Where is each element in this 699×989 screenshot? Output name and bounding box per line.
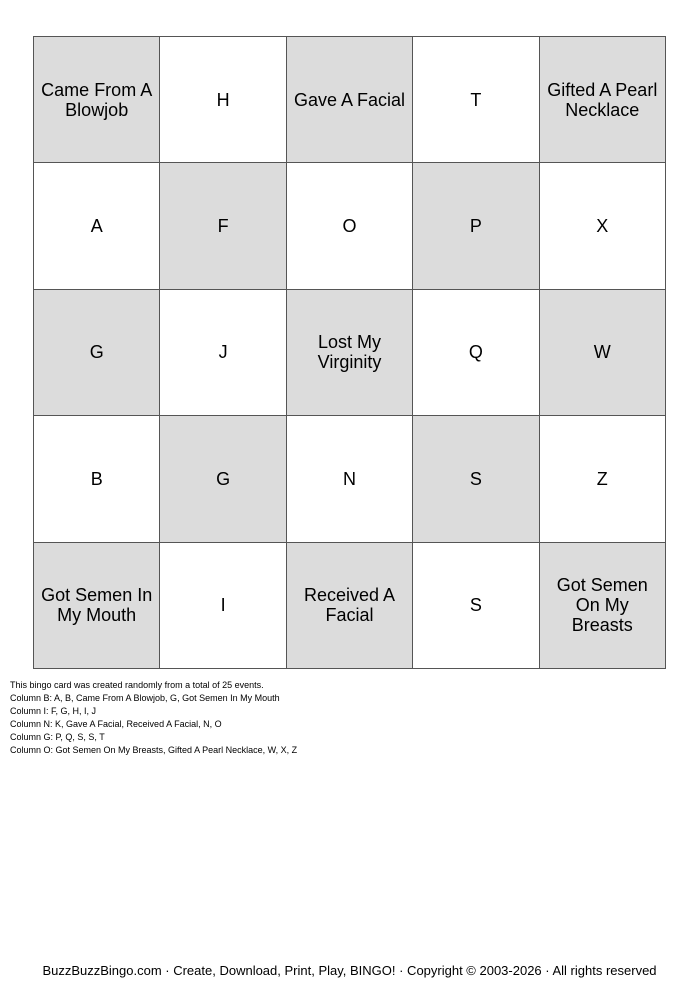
bingo-cell-r5-c1: Got Semen In My Mouth <box>34 543 160 669</box>
notes-intro: This bingo card was created randomly from a total of 25 events. <box>10 680 264 690</box>
bingo-cell-r5-c3: Received A Facial <box>287 543 413 669</box>
bingo-cell-r4-c3: N <box>287 416 413 542</box>
bingo-cell-r1-c2: H <box>160 37 286 163</box>
card-notes <box>10 679 297 757</box>
bingo-cell-r5-c2: I <box>160 543 286 669</box>
bingo-cell-r2-c1: A <box>34 163 160 289</box>
bingo-cell-r3-c4: Q <box>413 290 539 416</box>
bingo-cell-r5-c5: Got Semen On My Breasts <box>540 543 666 669</box>
bingo-cell-r4-c2: G <box>160 416 286 542</box>
bingo-cell-r4-c1: B <box>34 416 160 542</box>
bingo-cell-r2-c3: O <box>287 163 413 289</box>
notes-column-b: Column B: A, B, Came From A Blowjob, G, Got Semen In My Mouth <box>10 693 280 703</box>
bingo-cell-r3-c3: Lost My Virginity <box>287 290 413 416</box>
notes-column-o: Column O: Got Semen On My Breasts, Gifted A Pearl Necklace, W, X, Z <box>10 745 298 755</box>
bingo-cell-r1-c3: Gave A Facial <box>287 37 413 163</box>
bingo-cell-r1-c1: Came From A Blowjob <box>34 37 160 163</box>
bingo-cell-r3-c5: W <box>540 290 666 416</box>
bingo-cell-r1-c4: T <box>413 37 539 163</box>
bingo-cell-r2-c4: P <box>413 163 539 289</box>
bingo-cell-r1-c5: Gifted A Pearl Necklace <box>540 37 666 163</box>
bingo-cell-r2-c2: F <box>160 163 286 289</box>
bingo-cell-r4-c4: S <box>413 416 539 542</box>
notes-column-g: Column G: P, Q, S, S, T <box>10 732 105 742</box>
notes-column-n: Column N: K, Gave A Facial, Received A Facial, N, O <box>10 719 222 729</box>
bingo-cell-r3-c2: J <box>160 290 286 416</box>
bingo-cell-r5-c4: S <box>413 543 539 669</box>
bingo-card-grid <box>33 36 666 669</box>
bingo-cell-r3-c1: G <box>34 290 160 416</box>
bingo-cell-r4-c5: Z <box>540 416 666 542</box>
notes-column-i: Column I: F, G, H, I, J <box>10 706 97 716</box>
footer-copyright: BuzzBuzzBingo.com · Create, Download, Print, Play, BINGO! · Copyright © 2003-2026 · All rights reserved <box>42 963 657 978</box>
bingo-cell-r2-c5: X <box>540 163 666 289</box>
